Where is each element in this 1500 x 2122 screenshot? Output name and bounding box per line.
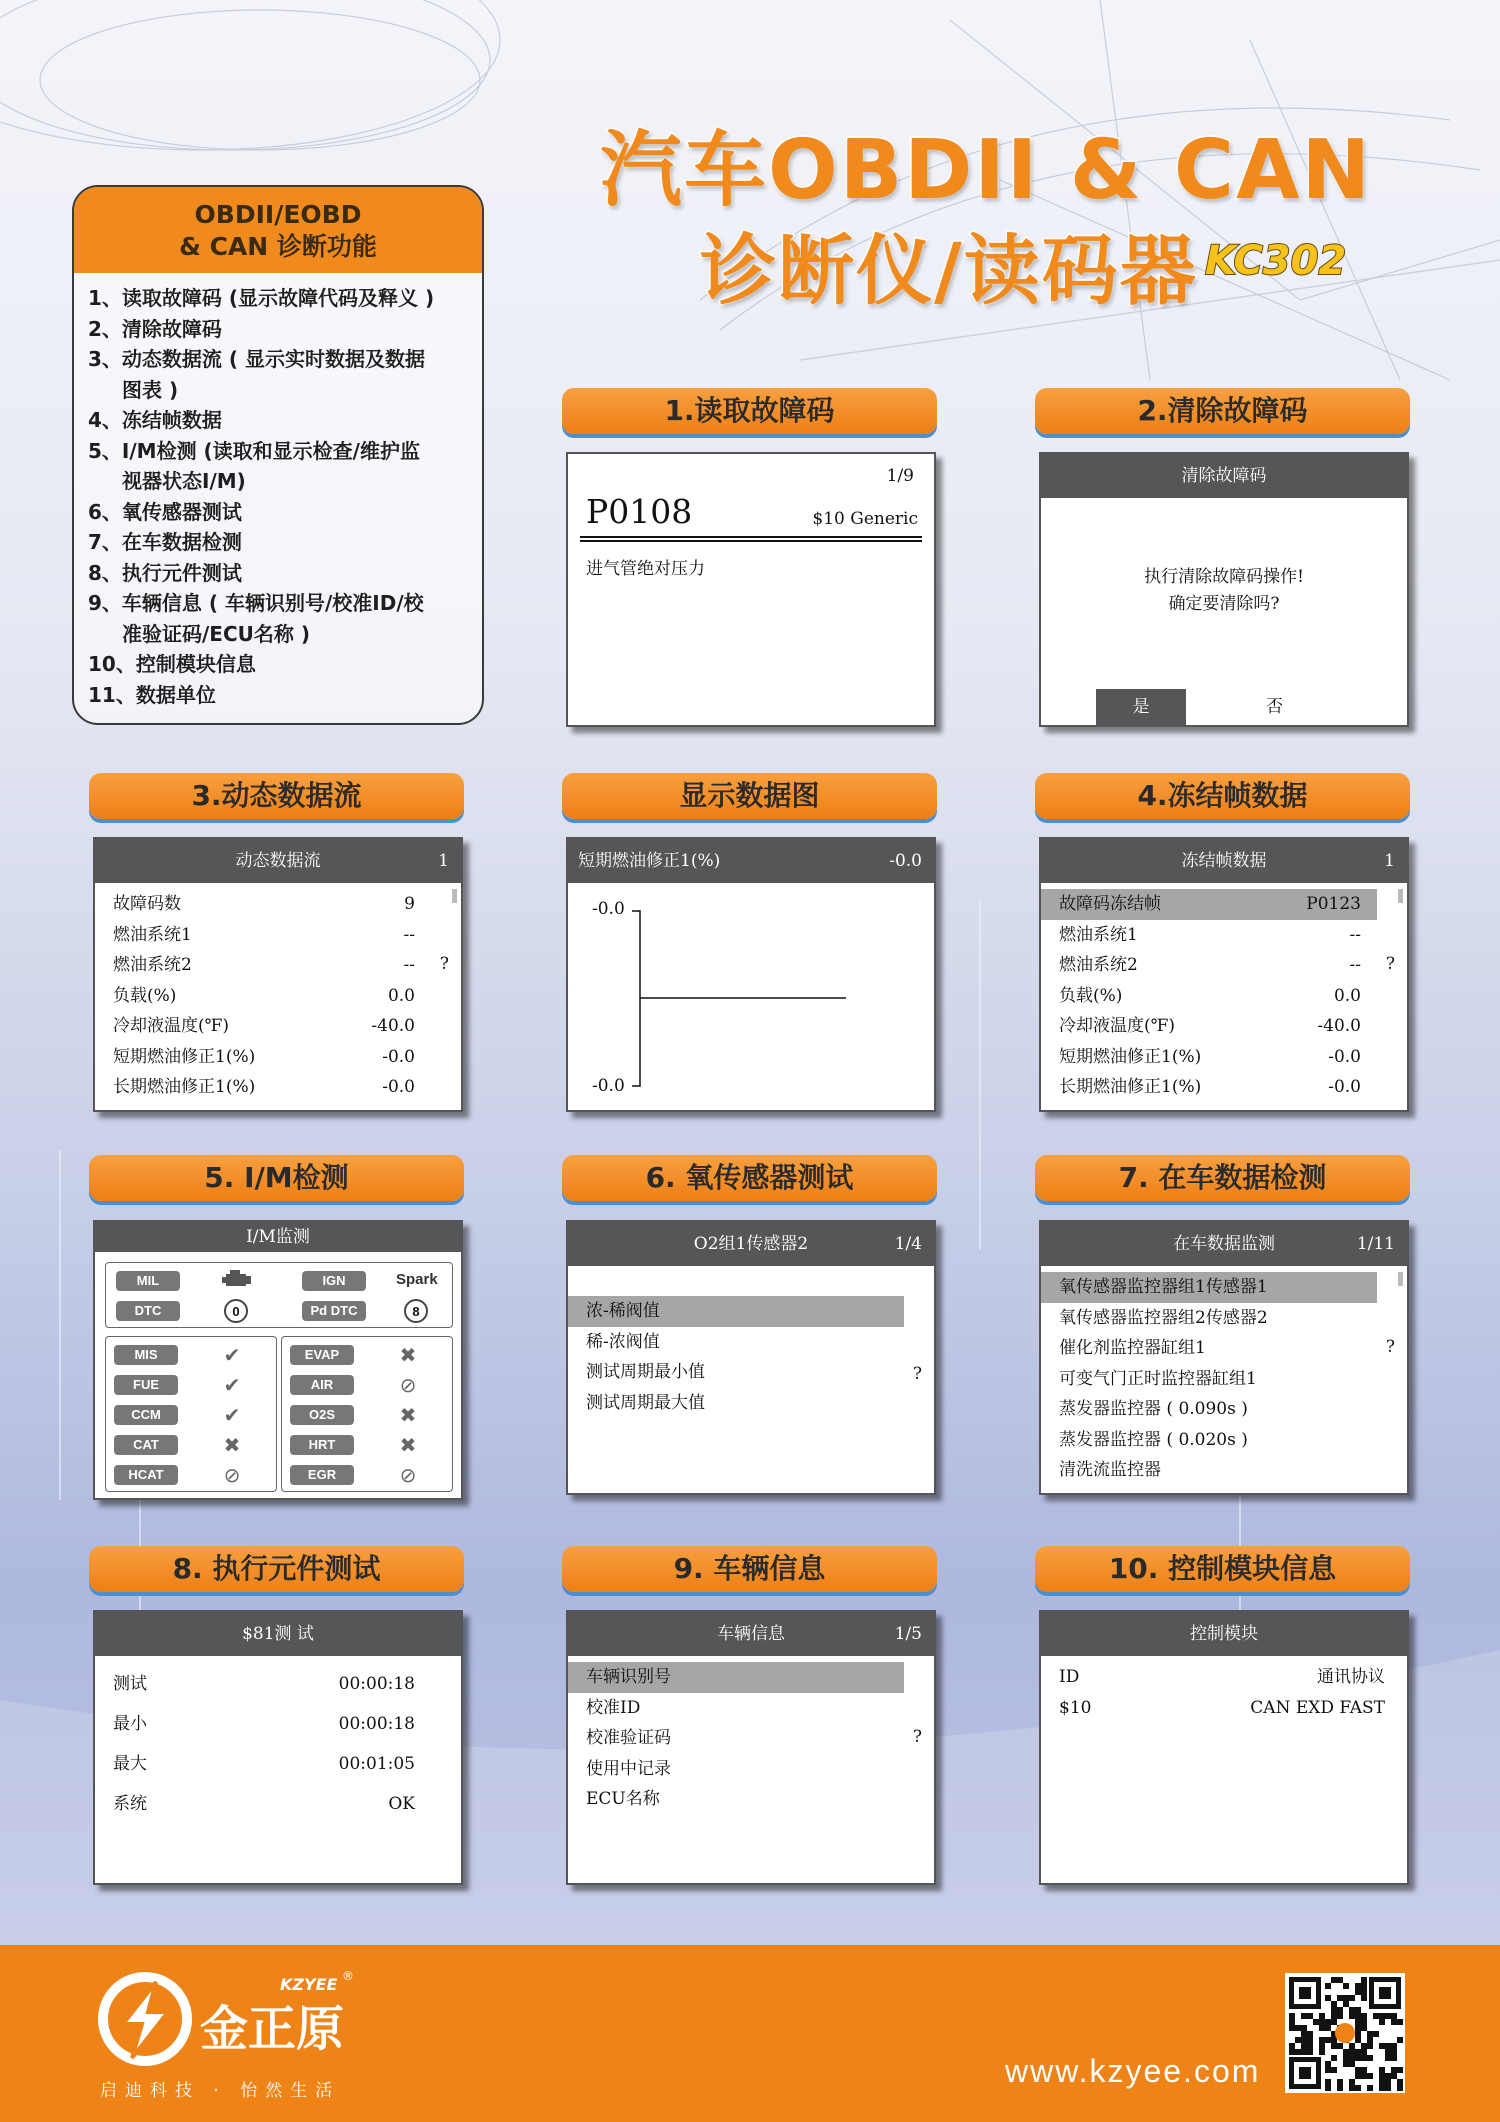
screen-o2-sensor	[566, 1220, 936, 1495]
help-icon[interactable]: ?	[912, 1727, 922, 1747]
divider	[580, 536, 922, 542]
page-indicator: 1/9	[886, 466, 914, 486]
section-label-im-test: 5. I/M检测	[89, 1155, 464, 1201]
function-item: 5、I/M检测 (读取和显示检查/维护监 视器状态I/M)	[88, 438, 420, 493]
monitor-tag: O2S	[290, 1405, 354, 1425]
list-item[interactable]: 蒸发器监控器 ( 0.090s )	[1059, 1399, 1248, 1419]
list-item[interactable]: 燃油系统1 --	[113, 924, 415, 945]
engine-icon	[221, 1267, 253, 1291]
list-item[interactable]: 燃油系统2 --	[1059, 955, 1361, 975]
module-info-list	[1041, 1656, 1407, 1723]
screen-freeze-frame	[1039, 837, 1409, 1112]
not-available-icon: ⊘	[399, 1463, 417, 1487]
list-item[interactable]: 短期燃油修正1(%) -0.0	[1059, 1046, 1361, 1067]
function-item: 4、冻结帧数据	[88, 408, 222, 432]
check-icon: ✔	[223, 1403, 241, 1427]
section-label-o2-test: 6. 氧传感器测试	[562, 1155, 937, 1201]
screen-header: 车辆信息 1/5	[568, 1612, 934, 1656]
list-item[interactable]: 氧传感器监控器组2传感器2	[1059, 1307, 1268, 1328]
graph-plot	[568, 883, 936, 1112]
monitor-tag: HCAT	[114, 1465, 178, 1485]
screen-header: 短期燃油修正1(%) -0.0	[568, 839, 934, 883]
no-button[interactable]: 否	[1266, 697, 1283, 717]
screen-clear-codes	[1039, 452, 1409, 727]
clear-message: 执行清除故障码操作! 确定要清除吗?	[1144, 567, 1304, 614]
dtc-generic: $10 Generic	[812, 509, 918, 529]
dtc-code: P0108	[586, 492, 693, 531]
im-monitor-row	[290, 1343, 428, 1367]
dtc-description: 进气管绝对压力	[586, 559, 705, 579]
o2-test-list	[568, 1266, 934, 1418]
cross-icon: ✖	[399, 1343, 417, 1367]
list-item[interactable]: 测试周期最小值	[586, 1362, 705, 1382]
monitor-tag: AIR	[290, 1375, 354, 1395]
function-item: 2、清除故障码	[88, 316, 222, 341]
graph-axis	[632, 911, 640, 1086]
list-item[interactable]: 催化剂监控器缸组1	[1059, 1338, 1206, 1358]
y-axis-max-label: -0.0	[592, 899, 625, 919]
screen-header: I/M监测	[95, 1222, 461, 1252]
screen-header: 清除故障码	[1041, 454, 1407, 498]
list-item[interactable]: 最大 00:01:05	[113, 1754, 415, 1774]
monitor-tag: EGR	[290, 1465, 354, 1485]
y-axis-min-label: -0.0	[592, 1076, 625, 1096]
function-list-header: OBDII/EOBD & CAN 诊断功能	[74, 187, 482, 273]
cross-icon: ✖	[399, 1433, 417, 1457]
list-item[interactable]: 浓-稀阀值	[568, 1296, 904, 1327]
im-monitor-row	[290, 1463, 428, 1487]
im-monitor-row	[290, 1433, 428, 1457]
not-available-icon: ⊘	[223, 1463, 241, 1487]
screen-read-codes	[566, 452, 936, 727]
list-item[interactable]: 冷却液温度(℉) -40.0	[1059, 1016, 1361, 1036]
screen-header: 在车数据监测 1/11	[1041, 1222, 1407, 1266]
section-label-read-codes: 1.读取故障码	[562, 388, 937, 434]
screen-header: 动态数据流 1	[95, 839, 461, 883]
button-row	[1041, 689, 1407, 725]
screen-graph	[566, 837, 936, 1112]
im-monitor-row	[290, 1373, 428, 1397]
im-monitor-row	[290, 1403, 428, 1427]
section-label-live-data: 3.动态数据流	[89, 773, 464, 819]
im-monitor-row	[114, 1463, 252, 1487]
im-monitor-row	[114, 1403, 252, 1427]
brand-logo-icon	[98, 1972, 193, 2067]
registered-mark: ®	[342, 1969, 354, 1983]
brand-slogan: 启迪科技 · 怡然生活	[100, 2081, 341, 2101]
function-item: 11、数据单位	[88, 682, 216, 707]
qr-code-pattern	[1285, 1973, 1405, 2093]
im-monitor-left	[105, 1336, 277, 1492]
list-item[interactable]: 清洗流监控器	[1059, 1460, 1161, 1480]
screen-control-module	[1039, 1610, 1409, 1885]
main-title-line2: 诊断仪/读码器	[700, 226, 1198, 315]
function-item: 8、执行元件测试	[88, 560, 242, 585]
section-label-graph: 显示数据图	[562, 773, 937, 819]
screen-onboard-monitor	[1039, 1220, 1409, 1495]
list-item[interactable]: 使用中记录	[586, 1758, 671, 1779]
brand-name-cn: 金正原	[200, 2001, 345, 2057]
cross-icon: ✖	[223, 1433, 241, 1457]
function-item: 10、控制模块信息	[88, 652, 256, 676]
list-item[interactable]: 故障码冻结帧 P0123	[1041, 889, 1377, 920]
list-item[interactable]: 燃油系统1 --	[1059, 924, 1361, 945]
function-item: 6、氧传感器测试	[88, 499, 242, 524]
live-data-list	[95, 883, 461, 1103]
function-list	[74, 273, 482, 710]
screen-im-monitor	[93, 1220, 463, 1500]
section-label-freeze-frame: 4.冻结帧数据	[1035, 773, 1410, 819]
yes-button[interactable]: 是	[1096, 689, 1186, 725]
main-title-line1: 汽车OBDII & CAN	[600, 123, 1373, 218]
actuator-test-list	[95, 1656, 461, 1824]
screen-actuator-test	[93, 1610, 463, 1885]
monitor-tag: FUE	[114, 1375, 178, 1395]
module-data-row[interactable]: $10 CAN EXD FAST	[1059, 1697, 1385, 1718]
function-item: 1、读取故障码 (显示故障代码及释义 )	[88, 286, 435, 310]
screen-header: 控制模块	[1041, 1612, 1407, 1656]
im-monitor-row	[114, 1433, 252, 1457]
list-item[interactable]: 负载(%) 0.0	[113, 985, 415, 1006]
qr-code[interactable]	[1285, 1973, 1405, 2093]
list-item[interactable]: 校准ID	[586, 1697, 641, 1718]
section-label-clear-codes: 2.清除故障码	[1035, 388, 1410, 434]
list-item[interactable]: 校准验证码	[586, 1728, 671, 1748]
website-url[interactable]: www.kzyee.com	[1005, 2053, 1261, 2089]
list-item[interactable]: 车辆识别号	[568, 1662, 904, 1693]
list-item[interactable]: 蒸发器监控器 ( 0.020s )	[1059, 1429, 1248, 1450]
im-status-table	[105, 1262, 453, 1328]
help-icon[interactable]: ?	[1385, 1337, 1395, 1357]
freeze-data-list	[1041, 883, 1407, 1103]
list-item[interactable]: 测试周期最大值	[586, 1392, 705, 1413]
screen-header: $81测 试	[95, 1612, 461, 1656]
screen-header: O2组1传感器2 1/4	[568, 1222, 934, 1266]
list-item[interactable]: 稀-浓阀值	[586, 1331, 660, 1352]
list-item[interactable]: 故障码数 9	[113, 894, 415, 914]
vehicle-info-list	[568, 1656, 934, 1815]
monitor-tag: MIS	[114, 1345, 178, 1365]
im-monitor-row	[114, 1343, 252, 1367]
function-list-panel	[72, 185, 484, 725]
function-item: 3、动态数据流 ( 显示实时数据及数据 图表 )	[88, 347, 425, 402]
module-header-row: ID 通讯协议	[1059, 1667, 1385, 1687]
screen-vehicle-info	[566, 1610, 936, 1885]
function-item: 7、在车数据检测	[88, 530, 242, 554]
mil-tag: MIL	[116, 1271, 180, 1291]
help-icon[interactable]: ?	[439, 954, 449, 974]
not-available-icon: ⊘	[399, 1373, 417, 1397]
dtc-count: 0	[224, 1299, 248, 1323]
pd-dtc-tag: Pd DTC	[302, 1301, 366, 1321]
list-item[interactable]: 长期燃油修正1(%) -0.0	[1059, 1077, 1361, 1097]
ign-type: Spark	[396, 1271, 438, 1288]
list-item[interactable]: 系统 OK	[113, 1794, 415, 1814]
section-label-vehicle-info: 9. 车辆信息	[562, 1546, 937, 1592]
model-number: KC302	[1205, 238, 1347, 284]
pd-dtc-count: 8	[404, 1299, 428, 1323]
screen-header: 冻结帧数据 1	[1041, 839, 1407, 883]
list-item[interactable]: ECU名称	[586, 1789, 660, 1809]
list-item[interactable]: 短期燃油修正1(%) -0.0	[113, 1046, 415, 1067]
check-icon: ✔	[223, 1343, 241, 1367]
check-icon: ✔	[223, 1373, 241, 1397]
ign-tag: IGN	[302, 1271, 366, 1291]
list-item[interactable]: 长期燃油修正1(%) -0.0	[113, 1077, 415, 1097]
list-item[interactable]: 冷却液温度(℉) -40.0	[113, 1016, 415, 1036]
list-item[interactable]: 测试 00:00:18	[113, 1674, 415, 1694]
list-item[interactable]: 可变气门正时监控器缸组1	[1059, 1368, 1257, 1389]
list-item[interactable]: 负载(%) 0.0	[1059, 985, 1361, 1006]
section-label-actuator-test: 8. 执行元件测试	[89, 1546, 464, 1592]
list-item[interactable]: 燃油系统2 --	[113, 955, 415, 975]
help-icon[interactable]: ?	[1385, 954, 1395, 974]
monitor-tag: HRT	[290, 1435, 354, 1455]
section-label-onboard-test: 7. 在车数据检测	[1035, 1155, 1410, 1201]
section-label-module-info: 10. 控制模块信息	[1035, 1546, 1410, 1592]
onboard-test-list	[1041, 1266, 1407, 1486]
help-icon[interactable]: ?	[912, 1364, 922, 1384]
monitor-tag: EVAP	[290, 1345, 354, 1365]
im-monitor-right	[281, 1336, 453, 1492]
im-monitor-row	[114, 1373, 252, 1397]
monitor-tag: CCM	[114, 1405, 178, 1425]
function-item: 9、车辆信息 ( 车辆识别号/校准ID/校 准验证码/ECU名称 )	[88, 591, 424, 646]
list-item[interactable]: 最小 00:00:18	[113, 1714, 415, 1734]
monitor-tag: CAT	[114, 1435, 178, 1455]
cross-icon: ✖	[399, 1403, 417, 1427]
list-item[interactable]: 氧传感器监控器组1传感器1	[1041, 1272, 1377, 1303]
brand-name-en: KZYEE	[280, 1975, 338, 1994]
dtc-tag: DTC	[116, 1301, 180, 1321]
screen-live-data	[93, 837, 463, 1112]
